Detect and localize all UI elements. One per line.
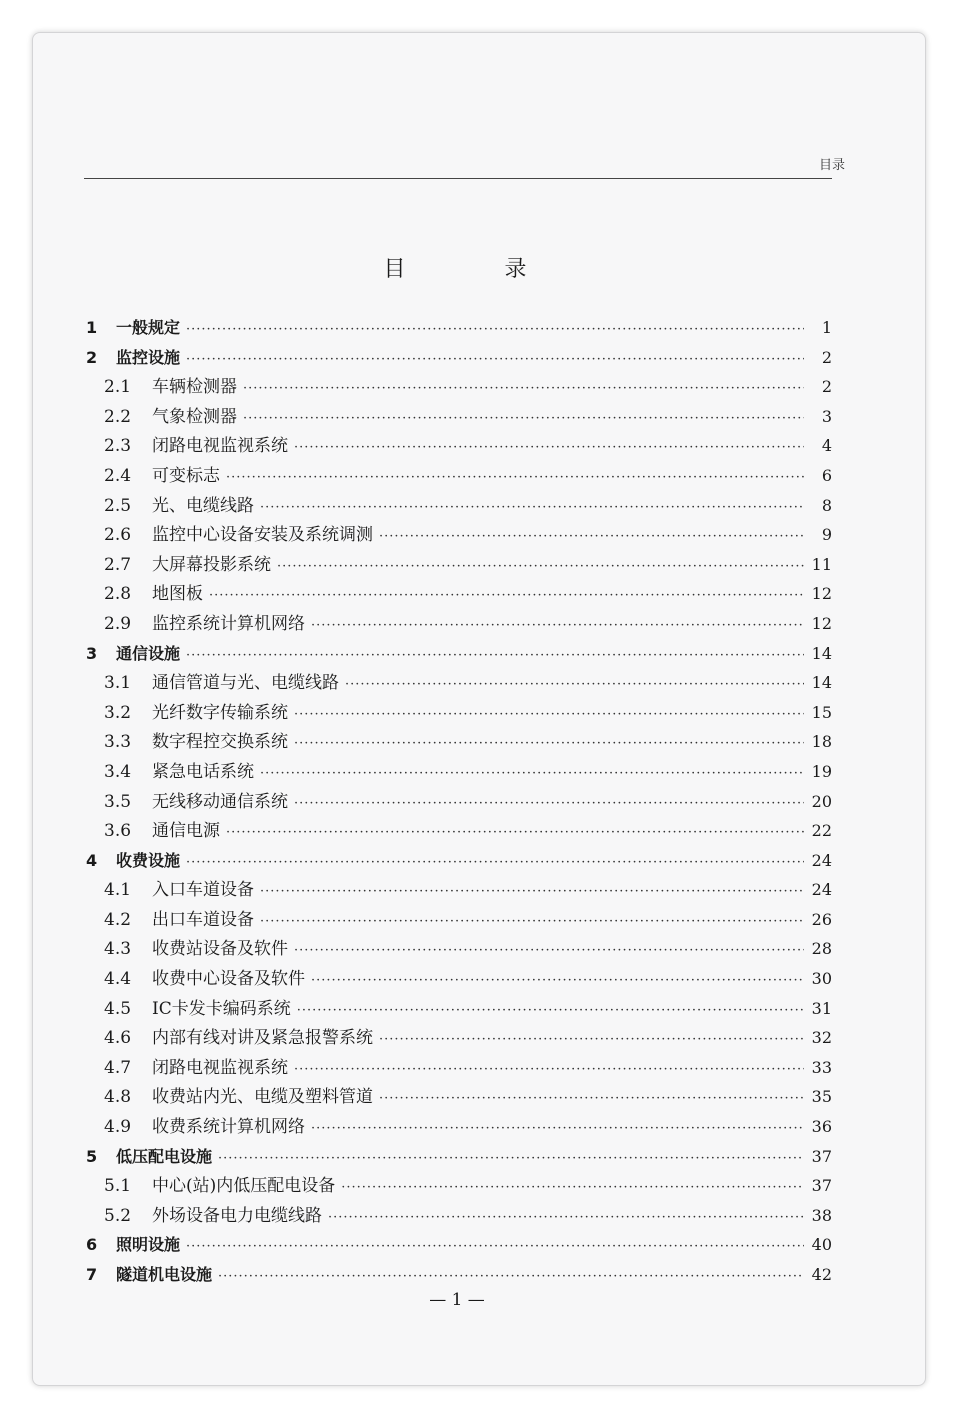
toc-chapter-entry[interactable] xyxy=(84,313,832,343)
toc-section-entry[interactable] xyxy=(84,491,832,521)
toc-entry-number: 4.9 xyxy=(104,1117,132,1138)
toc-entry-number: 1 xyxy=(86,318,98,337)
toc-entry-page: 12 xyxy=(811,613,832,633)
toc-entry-title: 数字程控交换系统 xyxy=(152,732,288,753)
toc-entry-number: 2.6 xyxy=(104,525,132,546)
dot-leader xyxy=(294,433,804,463)
page-number: — 1 — xyxy=(429,1290,485,1310)
toc-entry-number: 2.8 xyxy=(104,584,132,605)
toc-entry-number: 2.5 xyxy=(104,495,132,516)
toc-entry-number: 4.1 xyxy=(104,880,132,901)
toc-entry-page: 2 xyxy=(821,377,832,397)
toc-entry-number: 4.8 xyxy=(104,1087,132,1108)
toc-section-entry[interactable] xyxy=(84,816,832,846)
toc-entry-page: 14 xyxy=(811,643,832,663)
toc-section-entry[interactable] xyxy=(84,520,832,550)
dot-leader xyxy=(218,1262,804,1292)
toc-entry-title: 大屏幕投影系统 xyxy=(152,554,271,575)
dot-leader xyxy=(277,552,804,582)
toc-entry-page: 33 xyxy=(811,1057,832,1077)
toc-entry-page: 22 xyxy=(811,821,832,841)
toc-section-entry[interactable] xyxy=(84,905,832,935)
toc-section-entry[interactable] xyxy=(84,787,832,817)
toc-section-entry[interactable] xyxy=(84,698,832,728)
dot-leader xyxy=(294,729,804,759)
toc-chapter-entry[interactable] xyxy=(84,343,832,373)
toc-entry-title: 照明设施 xyxy=(116,1235,181,1255)
toc-section-entry[interactable] xyxy=(84,609,832,639)
toc-entry-number: 4.2 xyxy=(104,909,132,930)
toc-entry-page: 6 xyxy=(821,465,832,485)
toc-section-entry[interactable] xyxy=(84,757,832,787)
dot-leader xyxy=(311,611,804,641)
dot-leader xyxy=(209,581,804,611)
toc-section-entry[interactable] xyxy=(84,994,832,1024)
toc-entry-page: 30 xyxy=(811,969,832,989)
toc-entry-number: 2.7 xyxy=(104,554,132,575)
dot-leader xyxy=(243,374,804,404)
toc-entry-number: 2.2 xyxy=(104,406,132,427)
toc-entry-page: 18 xyxy=(811,732,832,752)
toc-entry-number: 2.1 xyxy=(104,377,132,398)
toc-entry-page: 4 xyxy=(821,436,832,456)
toc-entry-number: 6 xyxy=(86,1235,98,1255)
dot-leader xyxy=(226,463,804,493)
toc-entry-page: 38 xyxy=(811,1205,832,1225)
dot-leader xyxy=(294,1055,804,1085)
toc-entry-title: IC卡发卡编码系统 xyxy=(152,998,291,1019)
toc-entry-page: 3 xyxy=(821,406,832,426)
toc-entry-page: 1 xyxy=(821,318,832,337)
toc-chapter-entry[interactable] xyxy=(84,1260,832,1290)
toc-entry-title: 收费站设备及软件 xyxy=(152,939,288,960)
toc-section-entry[interactable] xyxy=(84,668,832,698)
toc-entry-page: 8 xyxy=(821,495,832,515)
toc-entry-title: 入口车道设备 xyxy=(152,880,254,901)
dot-leader xyxy=(186,641,804,671)
toc-entry-page: 9 xyxy=(821,525,832,545)
dot-leader xyxy=(186,848,804,878)
toc-section-entry[interactable] xyxy=(84,1082,832,1112)
toc-section-entry[interactable] xyxy=(84,1023,832,1053)
toc-entry-title: 可变标志 xyxy=(152,465,220,486)
toc-entry-page: 19 xyxy=(811,761,832,781)
toc-entry-title: 中心(站)内低压配电设备 xyxy=(152,1176,336,1197)
toc-entry-title: 光纤数字传输系统 xyxy=(152,702,288,723)
toc-entry-title: 通信设施 xyxy=(116,643,181,663)
toc-entry-page: 15 xyxy=(811,702,832,722)
toc-entry-title: 出口车道设备 xyxy=(152,909,254,930)
toc-entry-number: 5.2 xyxy=(104,1205,132,1226)
toc-entry-number: 2.4 xyxy=(104,465,132,486)
toc-entry-page: 24 xyxy=(811,880,832,900)
header-rule xyxy=(84,178,832,179)
toc-entry-page: 20 xyxy=(811,791,832,811)
toc-entry-title: 外场设备电力电缆线路 xyxy=(152,1205,322,1226)
toc-section-entry[interactable] xyxy=(84,579,832,609)
toc-entry-title: 通信管道与光、电缆线路 xyxy=(152,673,339,694)
toc-entry-page: 31 xyxy=(811,998,832,1018)
toc-entry-number: 2 xyxy=(86,347,98,367)
toc-entry-title: 闭路电视监视系统 xyxy=(152,436,288,457)
dot-leader xyxy=(311,1114,804,1144)
dot-leader xyxy=(260,493,804,523)
toc-entry-number: 4.5 xyxy=(104,998,132,1019)
toc-title: 目 录 xyxy=(383,257,573,282)
toc-section-entry[interactable] xyxy=(84,875,832,905)
toc-entry-title: 通信电源 xyxy=(152,821,220,842)
toc-entry-page: 32 xyxy=(811,1028,832,1048)
toc-entry-number: 4.7 xyxy=(104,1057,132,1078)
toc-section-entry[interactable] xyxy=(84,1171,832,1201)
toc-section-entry[interactable] xyxy=(84,964,832,994)
toc-entry-title: 一般规定 xyxy=(116,318,181,337)
dot-leader xyxy=(218,1144,804,1174)
toc-entry-number: 3.3 xyxy=(104,732,132,753)
toc-chapter-entry[interactable] xyxy=(84,846,832,876)
toc-entry-page: 42 xyxy=(811,1265,832,1284)
toc-section-entry[interactable] xyxy=(84,1112,832,1142)
toc-section-entry[interactable] xyxy=(84,402,832,432)
dot-leader xyxy=(186,345,804,375)
toc-entry-title: 隧道机电设施 xyxy=(116,1265,213,1284)
toc-entry-page: 36 xyxy=(811,1117,832,1137)
dot-leader xyxy=(243,404,804,434)
toc-entry-title: 车辆检测器 xyxy=(152,377,237,398)
dot-leader xyxy=(260,759,804,789)
toc-section-entry[interactable] xyxy=(84,1053,832,1083)
toc-entry-number: 3.5 xyxy=(104,791,132,812)
dot-leader xyxy=(186,315,804,345)
toc-entry-number: 2.9 xyxy=(104,613,132,634)
toc-entry-number: 3.1 xyxy=(104,673,132,694)
dot-leader xyxy=(328,1203,804,1233)
dot-leader xyxy=(294,700,804,730)
toc-entry-title: 紧急电话系统 xyxy=(152,761,254,782)
toc-entry-page: 12 xyxy=(811,584,832,604)
toc-section-entry[interactable] xyxy=(84,431,832,461)
dot-leader xyxy=(294,936,804,966)
toc-entry-title: 闭路电视监视系统 xyxy=(152,1057,288,1078)
toc-entry-page: 14 xyxy=(811,673,832,693)
toc-entry-number: 4.4 xyxy=(104,969,132,990)
toc-entry-number: 4.6 xyxy=(104,1028,132,1049)
toc-entry-page: 40 xyxy=(811,1235,832,1255)
toc-entry-title: 收费中心设备及软件 xyxy=(152,969,305,990)
toc-entry-number: 5.1 xyxy=(104,1176,132,1197)
dot-leader xyxy=(379,522,804,552)
toc-entry-number: 3.6 xyxy=(104,821,132,842)
toc-chapter-entry[interactable] xyxy=(84,1230,832,1260)
toc-chapter-entry[interactable] xyxy=(84,639,832,669)
toc-entry-number: 2.3 xyxy=(104,436,132,457)
toc-entry-number: 3 xyxy=(86,643,98,663)
dot-leader xyxy=(379,1025,804,1055)
toc-entry-number: 4.3 xyxy=(104,939,132,960)
toc-entry-title: 内部有线对讲及紧急报警系统 xyxy=(152,1028,373,1049)
dot-leader xyxy=(260,877,804,907)
dot-leader xyxy=(226,818,804,848)
toc-entry-page: 37 xyxy=(811,1176,832,1196)
dot-leader xyxy=(379,1084,804,1114)
toc-section-entry[interactable] xyxy=(84,934,832,964)
toc-entry-title: 收费站内光、电缆及塑料管道 xyxy=(152,1087,373,1108)
dot-leader xyxy=(260,907,804,937)
dot-leader xyxy=(297,996,804,1026)
toc-entry-title: 监控中心设备安装及系统调测 xyxy=(152,525,373,546)
toc-entry-title: 光、电缆线路 xyxy=(152,495,254,516)
toc-chapter-entry[interactable] xyxy=(84,1142,832,1172)
toc-entry-title: 收费设施 xyxy=(116,850,181,870)
toc-entry-page: 28 xyxy=(811,939,832,959)
toc-entry-page: 35 xyxy=(811,1087,832,1107)
toc-entry-title: 监控系统计算机网络 xyxy=(152,613,305,634)
toc-section-entry[interactable] xyxy=(84,1201,832,1231)
table-of-contents xyxy=(84,313,832,1290)
toc-entry-title: 监控设施 xyxy=(116,347,181,367)
dot-leader xyxy=(345,670,804,700)
toc-entry-page: 11 xyxy=(811,554,832,574)
running-header: 目录 xyxy=(818,158,845,173)
dot-leader xyxy=(186,1232,804,1262)
toc-entry-title: 低压配电设施 xyxy=(116,1146,213,1166)
dot-leader xyxy=(294,789,804,819)
toc-entry-number: 3.4 xyxy=(104,761,132,782)
toc-entry-title: 收费系统计算机网络 xyxy=(152,1117,305,1138)
toc-entry-title: 地图板 xyxy=(152,584,203,605)
toc-entry-page: 37 xyxy=(811,1146,832,1166)
toc-entry-page: 2 xyxy=(821,347,832,367)
toc-entry-number: 5 xyxy=(86,1146,98,1166)
toc-entry-page: 26 xyxy=(811,909,832,929)
toc-entry-number: 7 xyxy=(86,1265,98,1284)
dot-leader xyxy=(311,966,804,996)
toc-section-entry[interactable] xyxy=(84,372,832,402)
toc-entry-number: 4 xyxy=(86,850,98,870)
dot-leader xyxy=(341,1173,804,1203)
toc-entry-page: 24 xyxy=(811,850,832,870)
toc-entry-title: 气象检测器 xyxy=(152,406,237,427)
toc-entry-title: 无线移动通信系统 xyxy=(152,791,288,812)
toc-section-entry[interactable] xyxy=(84,550,832,580)
toc-section-entry[interactable] xyxy=(84,727,832,757)
toc-section-entry[interactable] xyxy=(84,461,832,491)
toc-entry-number: 3.2 xyxy=(104,702,132,723)
